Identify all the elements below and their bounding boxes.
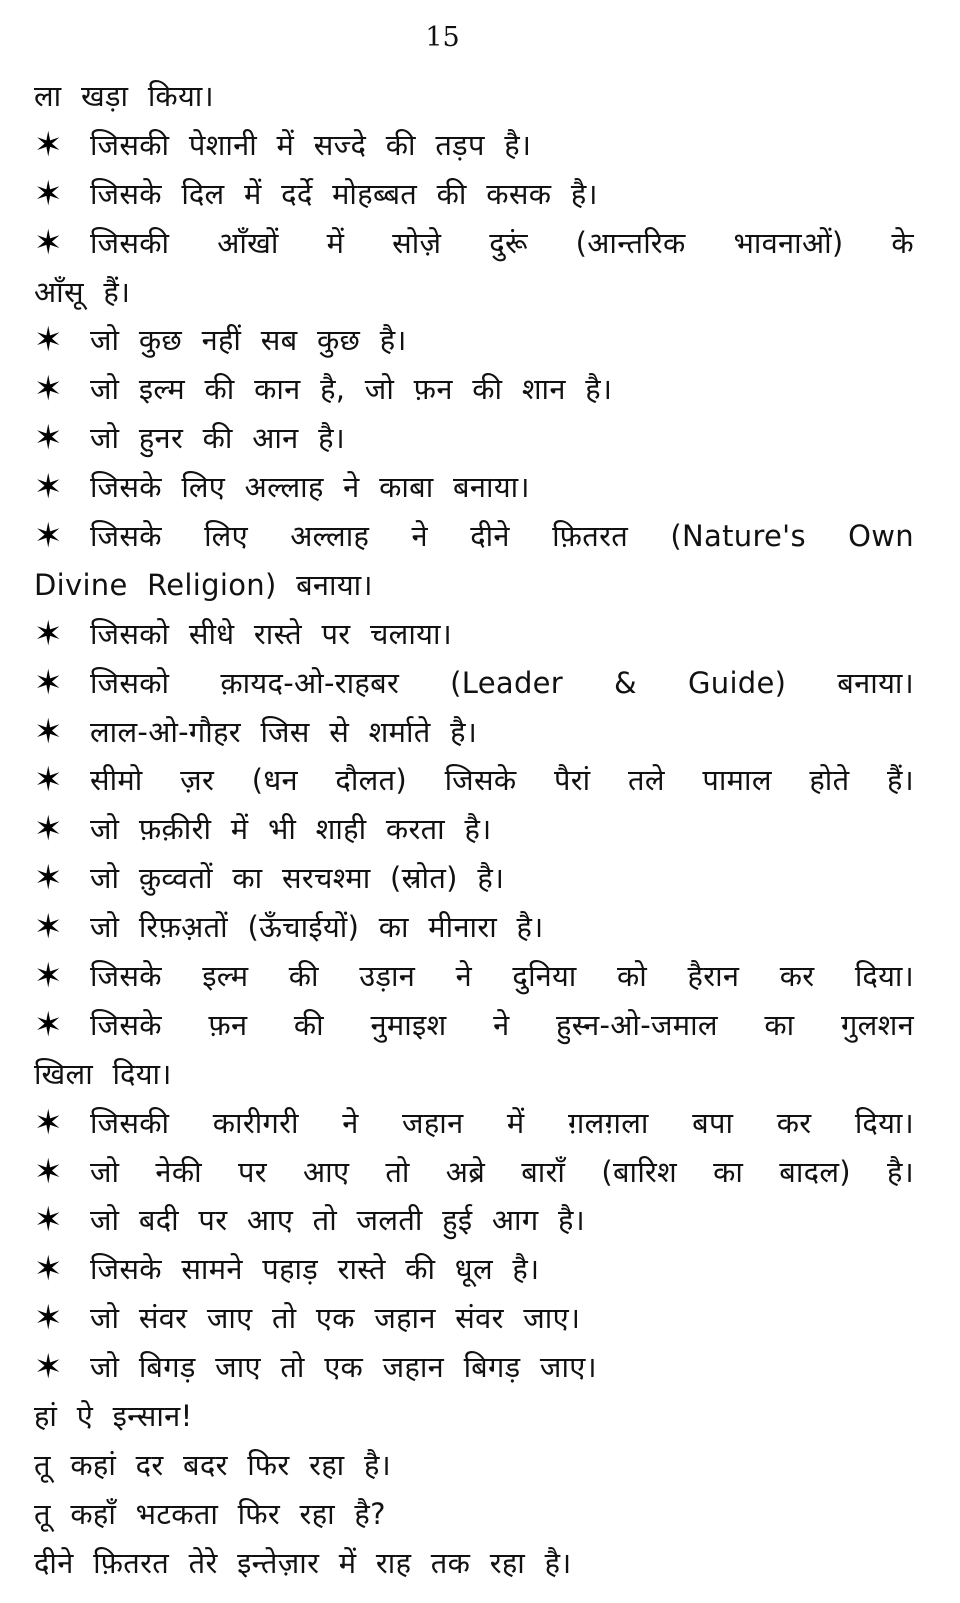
- star-bullet-icon: ✶: [34, 1102, 63, 1143]
- line-text: जिसके लिए अल्लाह ने काबा बनाया।: [90, 470, 530, 505]
- line-text: जो संवर जाए तो एक जहान संवर जाए।: [90, 1301, 581, 1336]
- line-text: जो बिगड़ जाए तो एक जहान बिगड़ जाए।: [90, 1350, 597, 1385]
- text-line: [34, 1441, 914, 1490]
- bullet-line: [34, 1196, 914, 1245]
- line-text: जो फ़क़ीरी में भी शाही करता है।: [90, 812, 492, 847]
- star-bullet-icon: ✶: [34, 1004, 63, 1045]
- text-line: [34, 1050, 914, 1099]
- bullet-line: [34, 805, 914, 854]
- line-text: Divine Religion) बनाया।: [34, 567, 373, 602]
- line-text: ला खड़ा किया।: [34, 79, 214, 113]
- bullet-line: [34, 854, 914, 903]
- bullet-line: [34, 1148, 914, 1197]
- star-bullet-icon: ✶: [34, 1249, 63, 1290]
- star-bullet-icon: ✶: [34, 809, 63, 850]
- text-line: [34, 72, 914, 121]
- line-text: जिसको सीधे रास्ते पर चलाया।: [90, 616, 453, 651]
- bullet-line: [34, 756, 914, 805]
- line-text: हां ऐ इन्सान!: [34, 1399, 193, 1434]
- line-text: जो बदी पर आए तो जलती हुई आग है।: [90, 1203, 586, 1238]
- bullet-line: [34, 1343, 914, 1392]
- star-bullet-icon: ✶: [34, 222, 63, 263]
- bullet-line: [34, 316, 914, 365]
- star-bullet-icon: ✶: [34, 124, 63, 165]
- line-text: जो हुनर की आन है।: [90, 421, 346, 456]
- star-bullet-icon: ✶: [34, 613, 63, 654]
- bullet-line: [34, 708, 914, 757]
- line-text: जिसकी पेशानी में सज्दे की तड़प है।: [90, 127, 532, 162]
- star-bullet-icon: ✶: [34, 1298, 63, 1339]
- star-bullet-icon: ✶: [34, 662, 63, 703]
- bullet-line: [34, 121, 914, 170]
- page-number: 15: [425, 22, 460, 53]
- bullet-line: [34, 1001, 914, 1050]
- star-bullet-icon: ✶: [34, 858, 63, 899]
- line-text: जिसके सामने पहाड़ रास्ते की धूल है।: [90, 1252, 540, 1287]
- line-text: दीने फ़ितरत तेरे इन्तेज़ार में राह तक रहा है।: [34, 1545, 572, 1580]
- star-bullet-icon: ✶: [34, 418, 63, 459]
- text-line: [34, 1490, 914, 1539]
- line-text: तू कहाँ भटकता फिर रहा है?: [34, 1496, 386, 1531]
- text-line: [34, 561, 914, 610]
- body-text: [34, 72, 914, 1588]
- bullet-line: [34, 1099, 914, 1148]
- line-text: जिसके फ़न की नुमाइश ने हुस्न-ओ-जमाल का गुलशन: [90, 1007, 914, 1042]
- bullet-line: [34, 610, 914, 659]
- line-text: जो रिफ़अ़तों (ऊँचाईयों) का मीनारा है।: [90, 910, 544, 945]
- line-text: आँसू हैं।: [34, 274, 131, 309]
- bullet-line: [34, 1294, 914, 1343]
- bullet-line: [34, 365, 914, 414]
- text-line: [34, 1539, 914, 1588]
- bullet-line: [34, 512, 914, 561]
- star-bullet-icon: ✶: [34, 711, 63, 752]
- line-text: जिसको क़ायद-ओ-राहबर (Leader & Guide) बनाया।: [90, 665, 914, 700]
- bullet-line: [34, 903, 914, 952]
- line-text: जो इल्म की कान है, जो फ़न की शान है।: [90, 372, 613, 407]
- line-text: जो नेकी पर आए तो अब्रे बाराँ (बारिश का बादल) है।: [90, 1154, 914, 1189]
- bullet-line: [34, 659, 914, 708]
- line-text: जिसकी कारीगरी ने जहान में ग़लग़ला बपा कर दिया।: [90, 1105, 914, 1140]
- bullet-line: [34, 463, 914, 512]
- bullet-line: [34, 170, 914, 219]
- star-bullet-icon: ✶: [34, 320, 63, 361]
- star-bullet-icon: ✶: [34, 467, 63, 508]
- line-text: जिसके इल्म की उड़ान ने दुनिया को हैरान कर दिया।: [90, 959, 914, 994]
- star-bullet-icon: ✶: [34, 956, 63, 997]
- star-bullet-icon: ✶: [34, 516, 63, 557]
- line-text: सीमो ज़र (धन दौलत) जिसके पैरां तले पामाल होते हैं।: [90, 763, 914, 798]
- line-text: जो क़ुव्वतों का सरचश्मा (स्रोत) है।: [90, 861, 505, 896]
- star-bullet-icon: ✶: [34, 1151, 63, 1192]
- bullet-line: [34, 219, 914, 268]
- bullet-line: [34, 952, 914, 1001]
- star-bullet-icon: ✶: [34, 369, 63, 410]
- star-bullet-icon: ✶: [34, 173, 63, 214]
- star-bullet-icon: ✶: [34, 760, 63, 801]
- star-bullet-icon: ✶: [34, 907, 63, 948]
- line-text: जिसके दिल में दर्दे मोहब्बत की कसक है।: [90, 176, 598, 211]
- star-bullet-icon: ✶: [34, 1347, 63, 1388]
- line-text: लाल-ओ-गौहर जिस से शर्माते है।: [90, 714, 478, 749]
- line-text: जिसके लिए अल्लाह ने दीने फ़ितरत (Nature's Own: [90, 519, 914, 554]
- text-line: [34, 268, 914, 317]
- bullet-line: [34, 1245, 914, 1294]
- line-text: तू कहां दर बदर फिर रहा है।: [34, 1447, 391, 1482]
- line-text: जिसकी आँखों में सोज़े दुरूं (आन्तरिक भावनाओं) के: [90, 225, 914, 260]
- text-line: [34, 1392, 914, 1441]
- star-bullet-icon: ✶: [34, 1200, 63, 1241]
- line-text: खिला दिया।: [34, 1056, 172, 1091]
- line-text: जो कुछ नहीं सब कुछ है।: [90, 323, 407, 358]
- bullet-line: [34, 414, 914, 463]
